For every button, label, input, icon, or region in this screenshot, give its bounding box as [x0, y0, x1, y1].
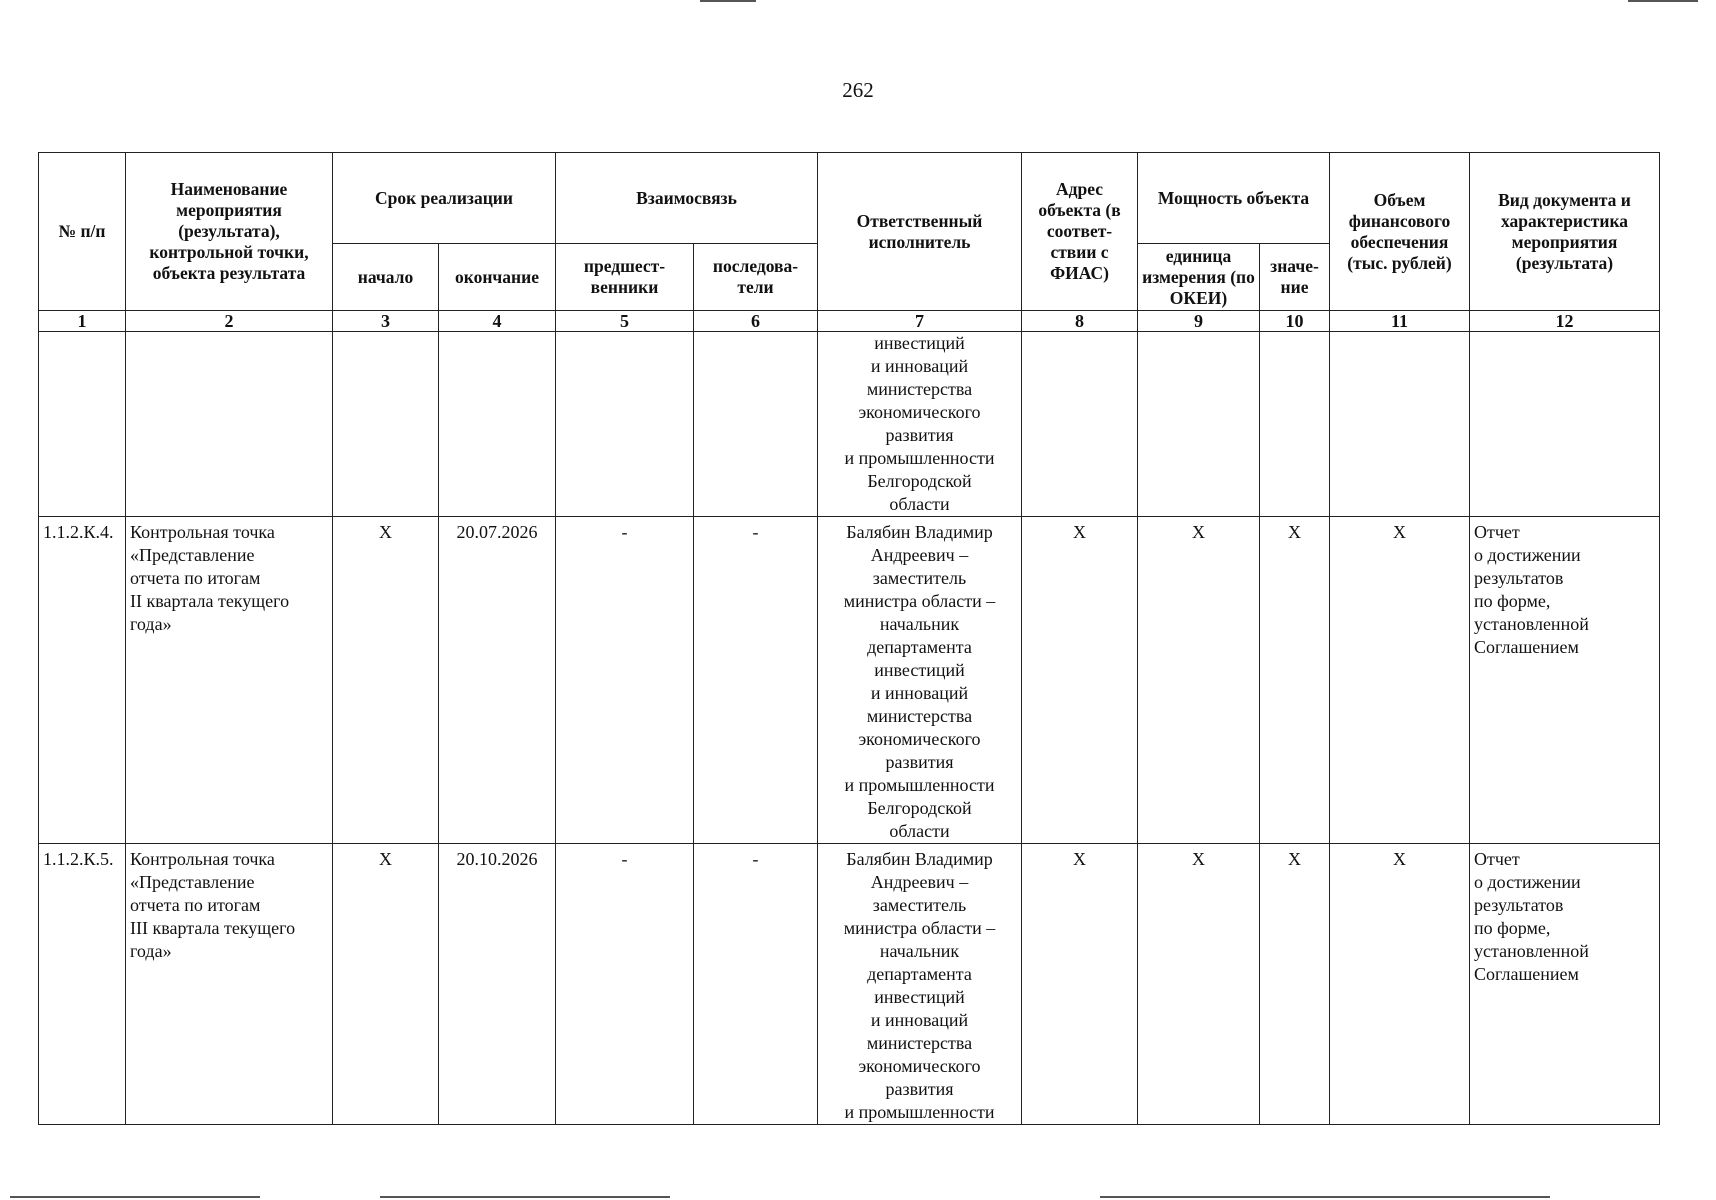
column-number: 4	[439, 311, 556, 332]
name-line: «Представление	[130, 872, 255, 892]
responsible-line: департамента	[867, 964, 972, 984]
column-number: 10	[1260, 311, 1330, 332]
doc-line: установленной	[1474, 941, 1589, 961]
header-address: Адрес объекта (в соответ-ствии с ФИАС)	[1022, 153, 1138, 311]
responsible-line: начальник	[879, 614, 960, 634]
column-number: 2	[126, 311, 333, 332]
header-capacity-unit: единица измерения (по ОКЕИ)	[1138, 244, 1260, 311]
header-term-start: начало	[333, 244, 439, 311]
header-term: Срок реализации	[333, 153, 556, 244]
doc-line: результатов	[1474, 568, 1564, 588]
row-next	[694, 332, 818, 517]
header-term-end: окончание	[439, 244, 556, 311]
column-number: 12	[1470, 311, 1660, 332]
name-line: отчета по итогам	[130, 895, 261, 915]
plan-table	[38, 152, 1660, 1125]
header-name: Наименование мероприятия (результата), контрольной точки, объекта результата	[126, 153, 333, 311]
responsible-line: министерства	[866, 706, 973, 726]
row-unit: X	[1138, 844, 1260, 1125]
row-doc	[1470, 517, 1660, 844]
responsible-line: заместитель	[872, 895, 967, 915]
responsible-line: заместитель	[872, 568, 967, 588]
name-line: Контрольная точка	[130, 849, 275, 869]
table-row	[39, 332, 1660, 517]
row-name	[126, 844, 333, 1125]
page-number: 262	[842, 78, 874, 102]
responsible-line: инвестиций	[874, 333, 965, 353]
doc-line: Соглашением	[1474, 637, 1579, 657]
row-end	[439, 332, 556, 517]
responsible-line: развития	[885, 425, 954, 445]
column-number: 7	[818, 311, 1022, 332]
row-name	[126, 332, 333, 517]
responsible-line: и инноваций	[870, 1010, 969, 1030]
row-start: X	[333, 844, 439, 1125]
responsible-line: инвестиций	[874, 660, 965, 680]
name-line: III квартала текущего	[130, 918, 296, 938]
row-value: X	[1260, 517, 1330, 844]
row-num	[39, 332, 126, 517]
row-start	[333, 332, 439, 517]
row-doc	[1470, 844, 1660, 1125]
row-address	[1022, 332, 1138, 517]
header-finance: Объем финансового обеспечения (тыс. рублей)	[1330, 153, 1470, 311]
responsible-line: экономического	[858, 1056, 981, 1076]
header-row-1	[39, 153, 1660, 244]
column-number: 8	[1022, 311, 1138, 332]
row-value: X	[1260, 844, 1330, 1125]
row-end: 20.10.2026	[439, 844, 556, 1125]
row-num: 1.1.2.К.5.	[39, 844, 126, 1125]
doc-line: о достижении	[1474, 872, 1581, 892]
name-line: отчета по итогам	[130, 568, 261, 588]
responsible-line: и промышленности	[844, 1102, 995, 1122]
responsible-line: министра области –	[843, 591, 996, 611]
responsible-line: начальник	[879, 941, 960, 961]
scan-artifact-bottom-2	[380, 1196, 670, 1198]
responsible-line: и промышленности	[844, 775, 995, 795]
row-responsible	[818, 844, 1022, 1125]
column-number: 1	[39, 311, 126, 332]
row-finance	[1330, 332, 1470, 517]
responsible-line: Андреевич –	[870, 545, 969, 565]
row-name	[126, 517, 333, 844]
table-row	[39, 517, 1660, 844]
name-line: «Представление	[130, 545, 255, 565]
row-next: -	[694, 844, 818, 1125]
responsible-line: министерства	[866, 379, 973, 399]
responsible-line: департамента	[867, 637, 972, 657]
responsible-line: области	[889, 494, 950, 514]
row-finance: X	[1330, 844, 1470, 1125]
responsible-line: развития	[885, 1079, 954, 1099]
doc-line: о достижении	[1474, 545, 1581, 565]
responsible-line: и инноваций	[870, 356, 969, 376]
row-prev: -	[556, 517, 694, 844]
row-responsible	[818, 332, 1022, 517]
responsible-line: министерства	[866, 1033, 973, 1053]
row-unit	[1138, 332, 1260, 517]
scan-artifact-bottom-1	[10, 1196, 260, 1198]
row-prev	[556, 332, 694, 517]
header-doc: Вид документа и характеристика мероприятия (результата)	[1470, 153, 1660, 311]
responsible-line: Белгородской	[867, 798, 972, 818]
doc-line: Отчет	[1474, 522, 1520, 542]
responsible-line: Балябин Владимир	[846, 849, 993, 869]
doc-line: по форме,	[1474, 918, 1551, 938]
header-capacity: Мощность объекта	[1138, 153, 1330, 244]
responsible-line: Белгородской	[867, 471, 972, 491]
row-num: 1.1.2.К.4.	[39, 517, 126, 844]
row-responsible	[818, 517, 1022, 844]
responsible-line: и инноваций	[870, 683, 969, 703]
header-link-next: последова-тели	[694, 244, 818, 311]
doc-line: по форме,	[1474, 591, 1551, 611]
row-finance: X	[1330, 517, 1470, 844]
responsible-line: министра области –	[843, 918, 996, 938]
column-number: 3	[333, 311, 439, 332]
responsible-line: развития	[885, 752, 954, 772]
row-start: X	[333, 517, 439, 844]
header-capacity-value: значе-ние	[1260, 244, 1330, 311]
row-prev: -	[556, 844, 694, 1125]
responsible-line: области	[889, 821, 950, 841]
name-line: года»	[130, 614, 172, 634]
scan-artifact-bottom-3	[1100, 1196, 1550, 1198]
row-unit: X	[1138, 517, 1260, 844]
column-number: 5	[556, 311, 694, 332]
row-doc	[1470, 332, 1660, 517]
header-link: Взаимосвязь	[556, 153, 818, 244]
doc-line: установленной	[1474, 614, 1589, 634]
header-num: № п/п	[39, 153, 126, 311]
table-row	[39, 844, 1660, 1125]
doc-line: Отчет	[1474, 849, 1520, 869]
row-next: -	[694, 517, 818, 844]
name-line: Контрольная точка	[130, 522, 275, 542]
responsible-line: и промышленности	[844, 448, 995, 468]
responsible-line: инвестиций	[874, 987, 965, 1007]
scan-artifact-top-1	[700, 0, 756, 2]
column-number: 6	[694, 311, 818, 332]
column-number: 11	[1330, 311, 1470, 332]
doc-line: Соглашением	[1474, 964, 1579, 984]
column-number: 9	[1138, 311, 1260, 332]
header-responsible: Ответственный исполнитель	[818, 153, 1022, 311]
row-address: X	[1022, 844, 1138, 1125]
row-value	[1260, 332, 1330, 517]
responsible-line: Балябин Владимир	[846, 522, 993, 542]
responsible-line: экономического	[858, 402, 981, 422]
row-end: 20.07.2026	[439, 517, 556, 844]
responsible-line: Андреевич –	[870, 872, 969, 892]
name-line: II квартала текущего	[130, 591, 290, 611]
doc-line: результатов	[1474, 895, 1564, 915]
responsible-line: экономического	[858, 729, 981, 749]
header-link-prev: предшест-венники	[556, 244, 694, 311]
scan-artifact-top-2	[1628, 0, 1698, 2]
row-address: X	[1022, 517, 1138, 844]
column-number-row	[39, 311, 1660, 332]
name-line: года»	[130, 941, 172, 961]
